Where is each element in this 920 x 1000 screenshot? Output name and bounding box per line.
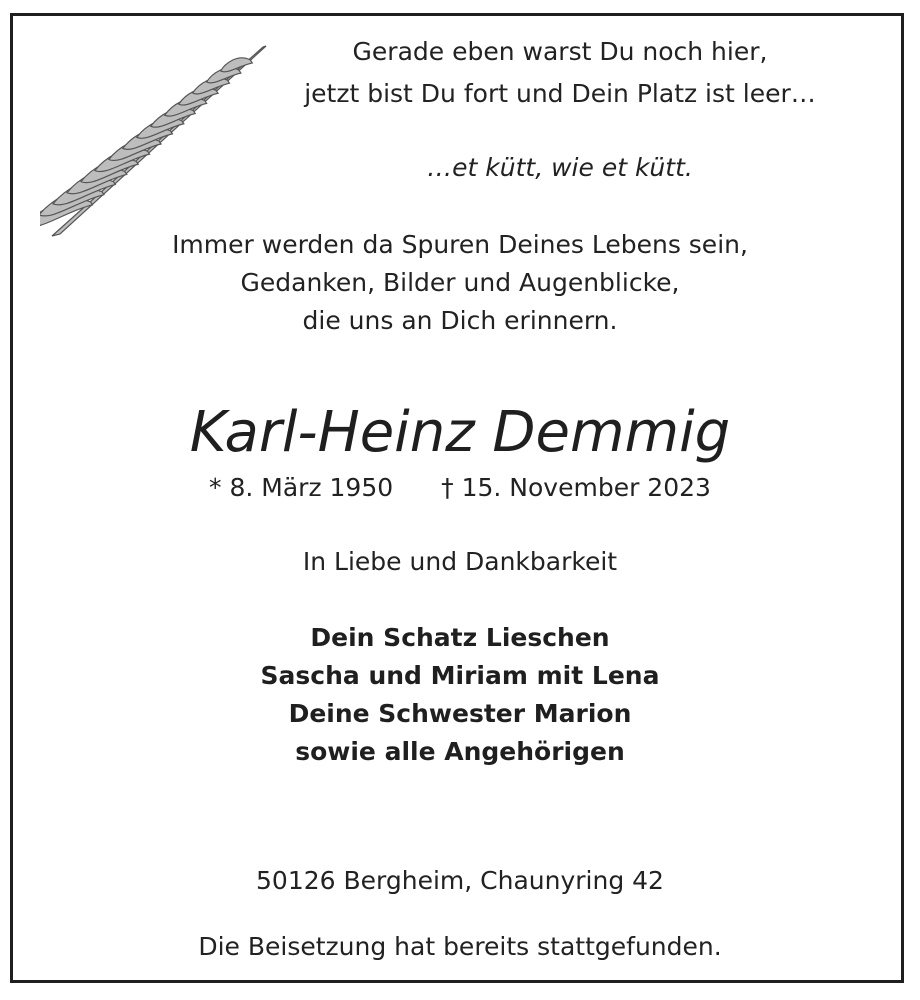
- verse-top-line-1: Gerade eben warst Du noch hier,: [352, 37, 768, 66]
- dedication: In Liebe und Dankbarkeit: [302, 547, 618, 576]
- dialect-line: …et kütt, wie et kütt.: [427, 153, 693, 182]
- deceased-name: Karl-Heinz Demmig: [189, 400, 731, 465]
- address: 50126 Bergheim, Chaunyring 42: [256, 866, 664, 895]
- fern-leaf-icon: [40, 40, 280, 250]
- verse-middle-line-3: die uns an Dich erinnern.: [302, 306, 618, 335]
- death-date: † 15. November 2023: [441, 473, 711, 502]
- mourner-line-3: Deine Schwester Marion: [288, 699, 632, 728]
- verse-top-line-2: jetzt bist Du fort und Dein Platz ist leer…: [304, 79, 816, 108]
- birth-date: * 8. März 1950: [209, 473, 394, 502]
- mourner-line-2: Sascha und Miriam mit Lena: [260, 661, 660, 690]
- mourner-line-1: Dein Schatz Lieschen: [310, 623, 610, 652]
- verse-middle-line-1: Immer werden da Spuren Deines Lebens sein,: [172, 230, 748, 259]
- verse-middle-line-2: Gedanken, Bilder und Augenblicke,: [240, 268, 680, 297]
- funeral-note: Die Beisetzung hat bereits stattgefunden.: [198, 932, 722, 961]
- mourner-line-4: sowie alle Angehörigen: [295, 737, 625, 766]
- life-dates: [0, 472, 920, 504]
